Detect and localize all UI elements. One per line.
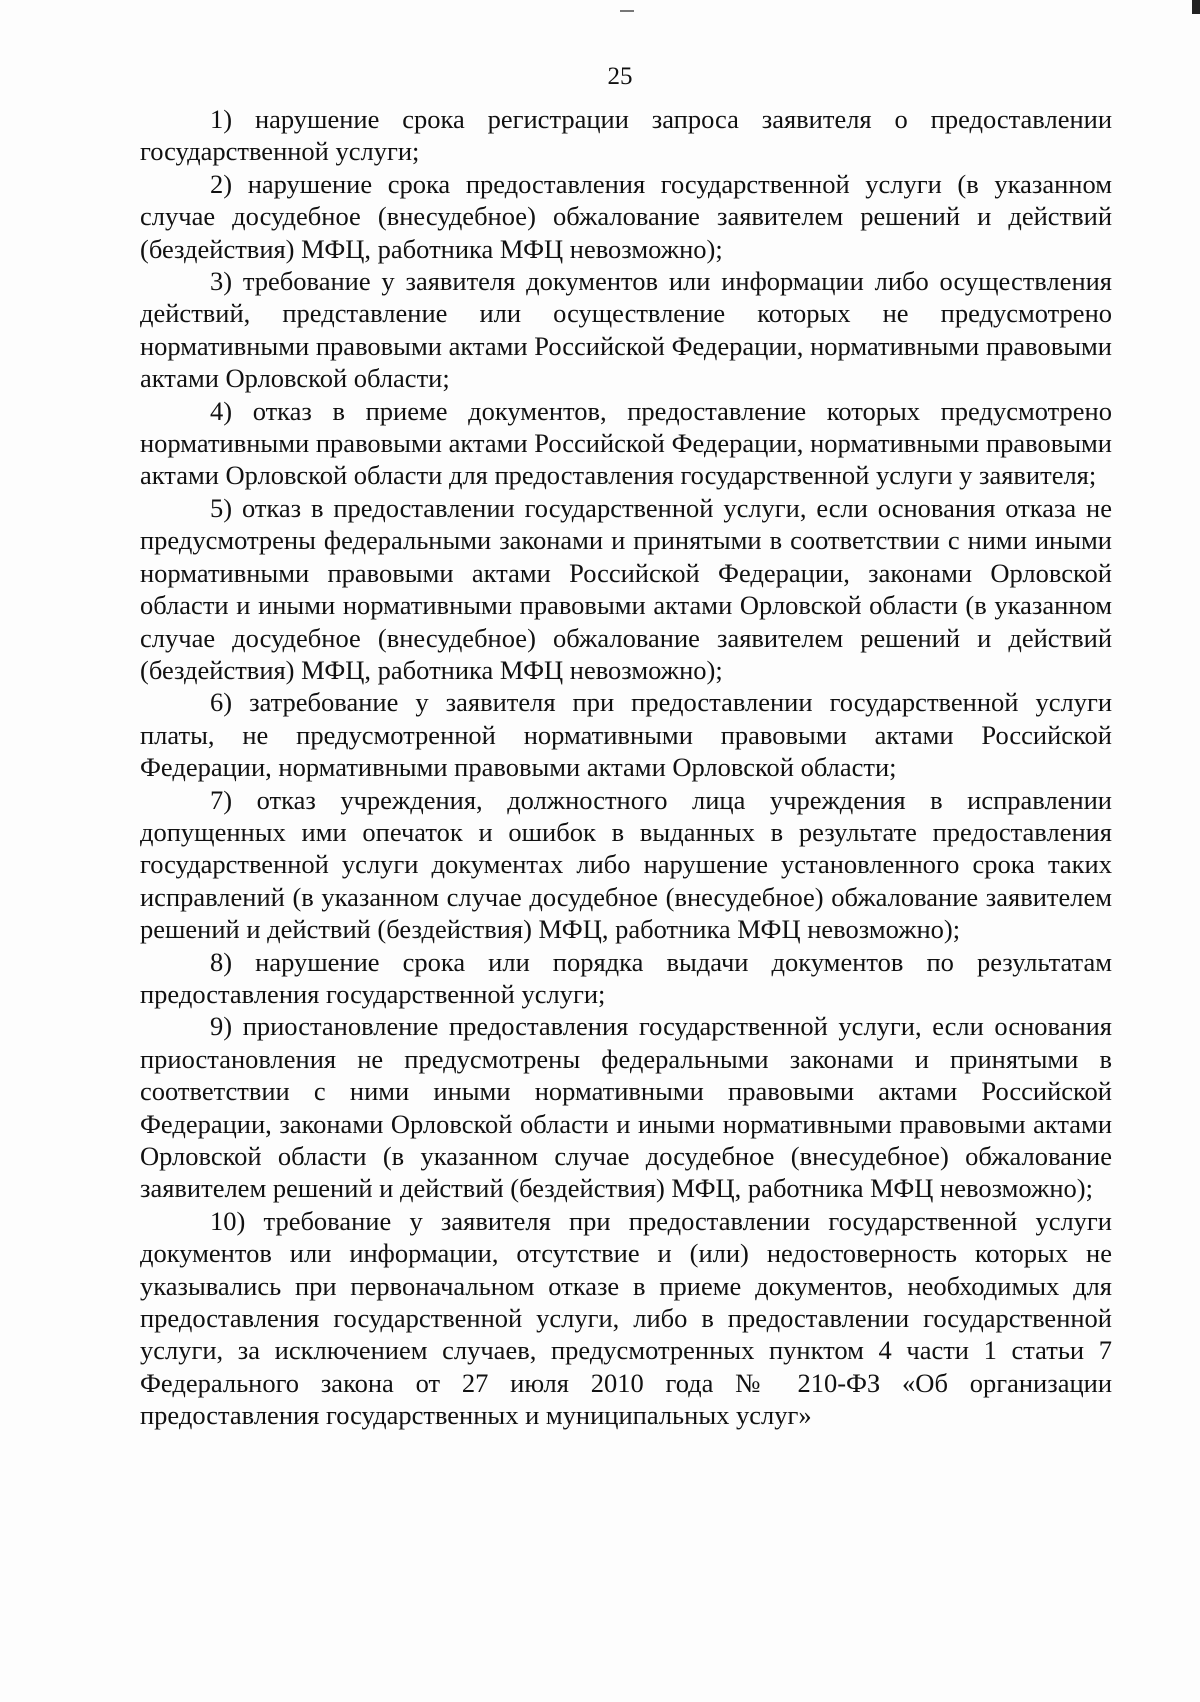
list-item-2: 2) нарушение срока предоставления государственной услуги (в указанном случае досудебное (внесудебное) обжалование заявителем решений и действий (бездействия) МФЦ, работника МФЦ невозможно); bbox=[140, 168, 1112, 264]
list-item-9: 9) приостановление предоставления государственной услуги, если основания приостановления не предусмотрены федеральными законами и принятыми в соответствии с ними иными нормативными правовыми актами Российской Федерации, законами Орловской области и иными нормативными правовыми актами Орловской области (в указанном случае досудебное (внесудебное) обжалование заявителем решений и действий (бездействия) МФЦ, работника МФЦ невозможно); bbox=[140, 1011, 1112, 1204]
document-body bbox=[140, 103, 1112, 1432]
scan-edge-mark bbox=[1192, 0, 1200, 14]
list-item-7: 7) отказ учреждения, должностного лица учреждения в исправлении допущенных ими опечаток и ошибок в выданных в результате предоставления государственной услуги документах либо нарушение установленного срока таких исправлений (в указанном случае досудебное (внесудебное) обжалование заявителем решений и действий (бездействия) МФЦ, работника МФЦ невозможно); bbox=[140, 784, 1112, 945]
list-item-3: 3) требование у заявителя документов или информации либо осуществления действий, представление или осуществление которых не предусмотрено нормативными правовыми актами Российской Федерации, нормативными правовыми актами Орловской области; bbox=[140, 266, 1112, 394]
list-item-1: 1) нарушение срока регистрации запроса заявителя о предоставлении государственной услуги; bbox=[140, 104, 1112, 167]
list-item-8: 8) нарушение срока или порядка выдачи документов по результатам предоставления государственной услуги; bbox=[140, 946, 1112, 1009]
page-number: 25 bbox=[607, 63, 633, 90]
list-item-6: 6) затребование у заявителя при предоставлении государственной услуги платы, не предусмотренной нормативными правовыми актами Российской Федерации, нормативными правовыми актами Орловской области; bbox=[140, 687, 1112, 783]
list-item-5: 5) отказ в предоставлении государственной услуги, если основания отказа не предусмотрены федеральными законами и принятыми в соответствии с ними иными нормативными правовыми актами Российской Федерации, законами Орловской области и иными нормативными правовыми актами Орловской области (в указанном случае досудебное (внесудебное) обжалование заявителем решений и действий (бездействия) МФЦ, работника МФЦ невозможно); bbox=[140, 492, 1112, 685]
scan-artifact bbox=[620, 10, 634, 12]
list-item-4: 4) отказ в приеме документов, предоставление которых предусмотрено нормативными правовыми актами Российской Федерации, нормативными правовыми актами Орловской области для предоставления государственной услуги у заявителя; bbox=[140, 395, 1112, 491]
list-item-10: 10) требование у заявителя при предоставлении государственной услуги документов или информации, отсутствие и (или) недостоверность которых не указывались при первоначальном отказе в приеме документов, необходимых для предоставления государственной услуги, либо в предоставлении государственной услуги, за исключением случаев, предусмотренных пунктом 4 части 1 статьи 7 Федерального закона от 27 июля 2010 года № 210-ФЗ «Об организации предоставления государственных и муниципальных услуг» bbox=[140, 1205, 1112, 1431]
